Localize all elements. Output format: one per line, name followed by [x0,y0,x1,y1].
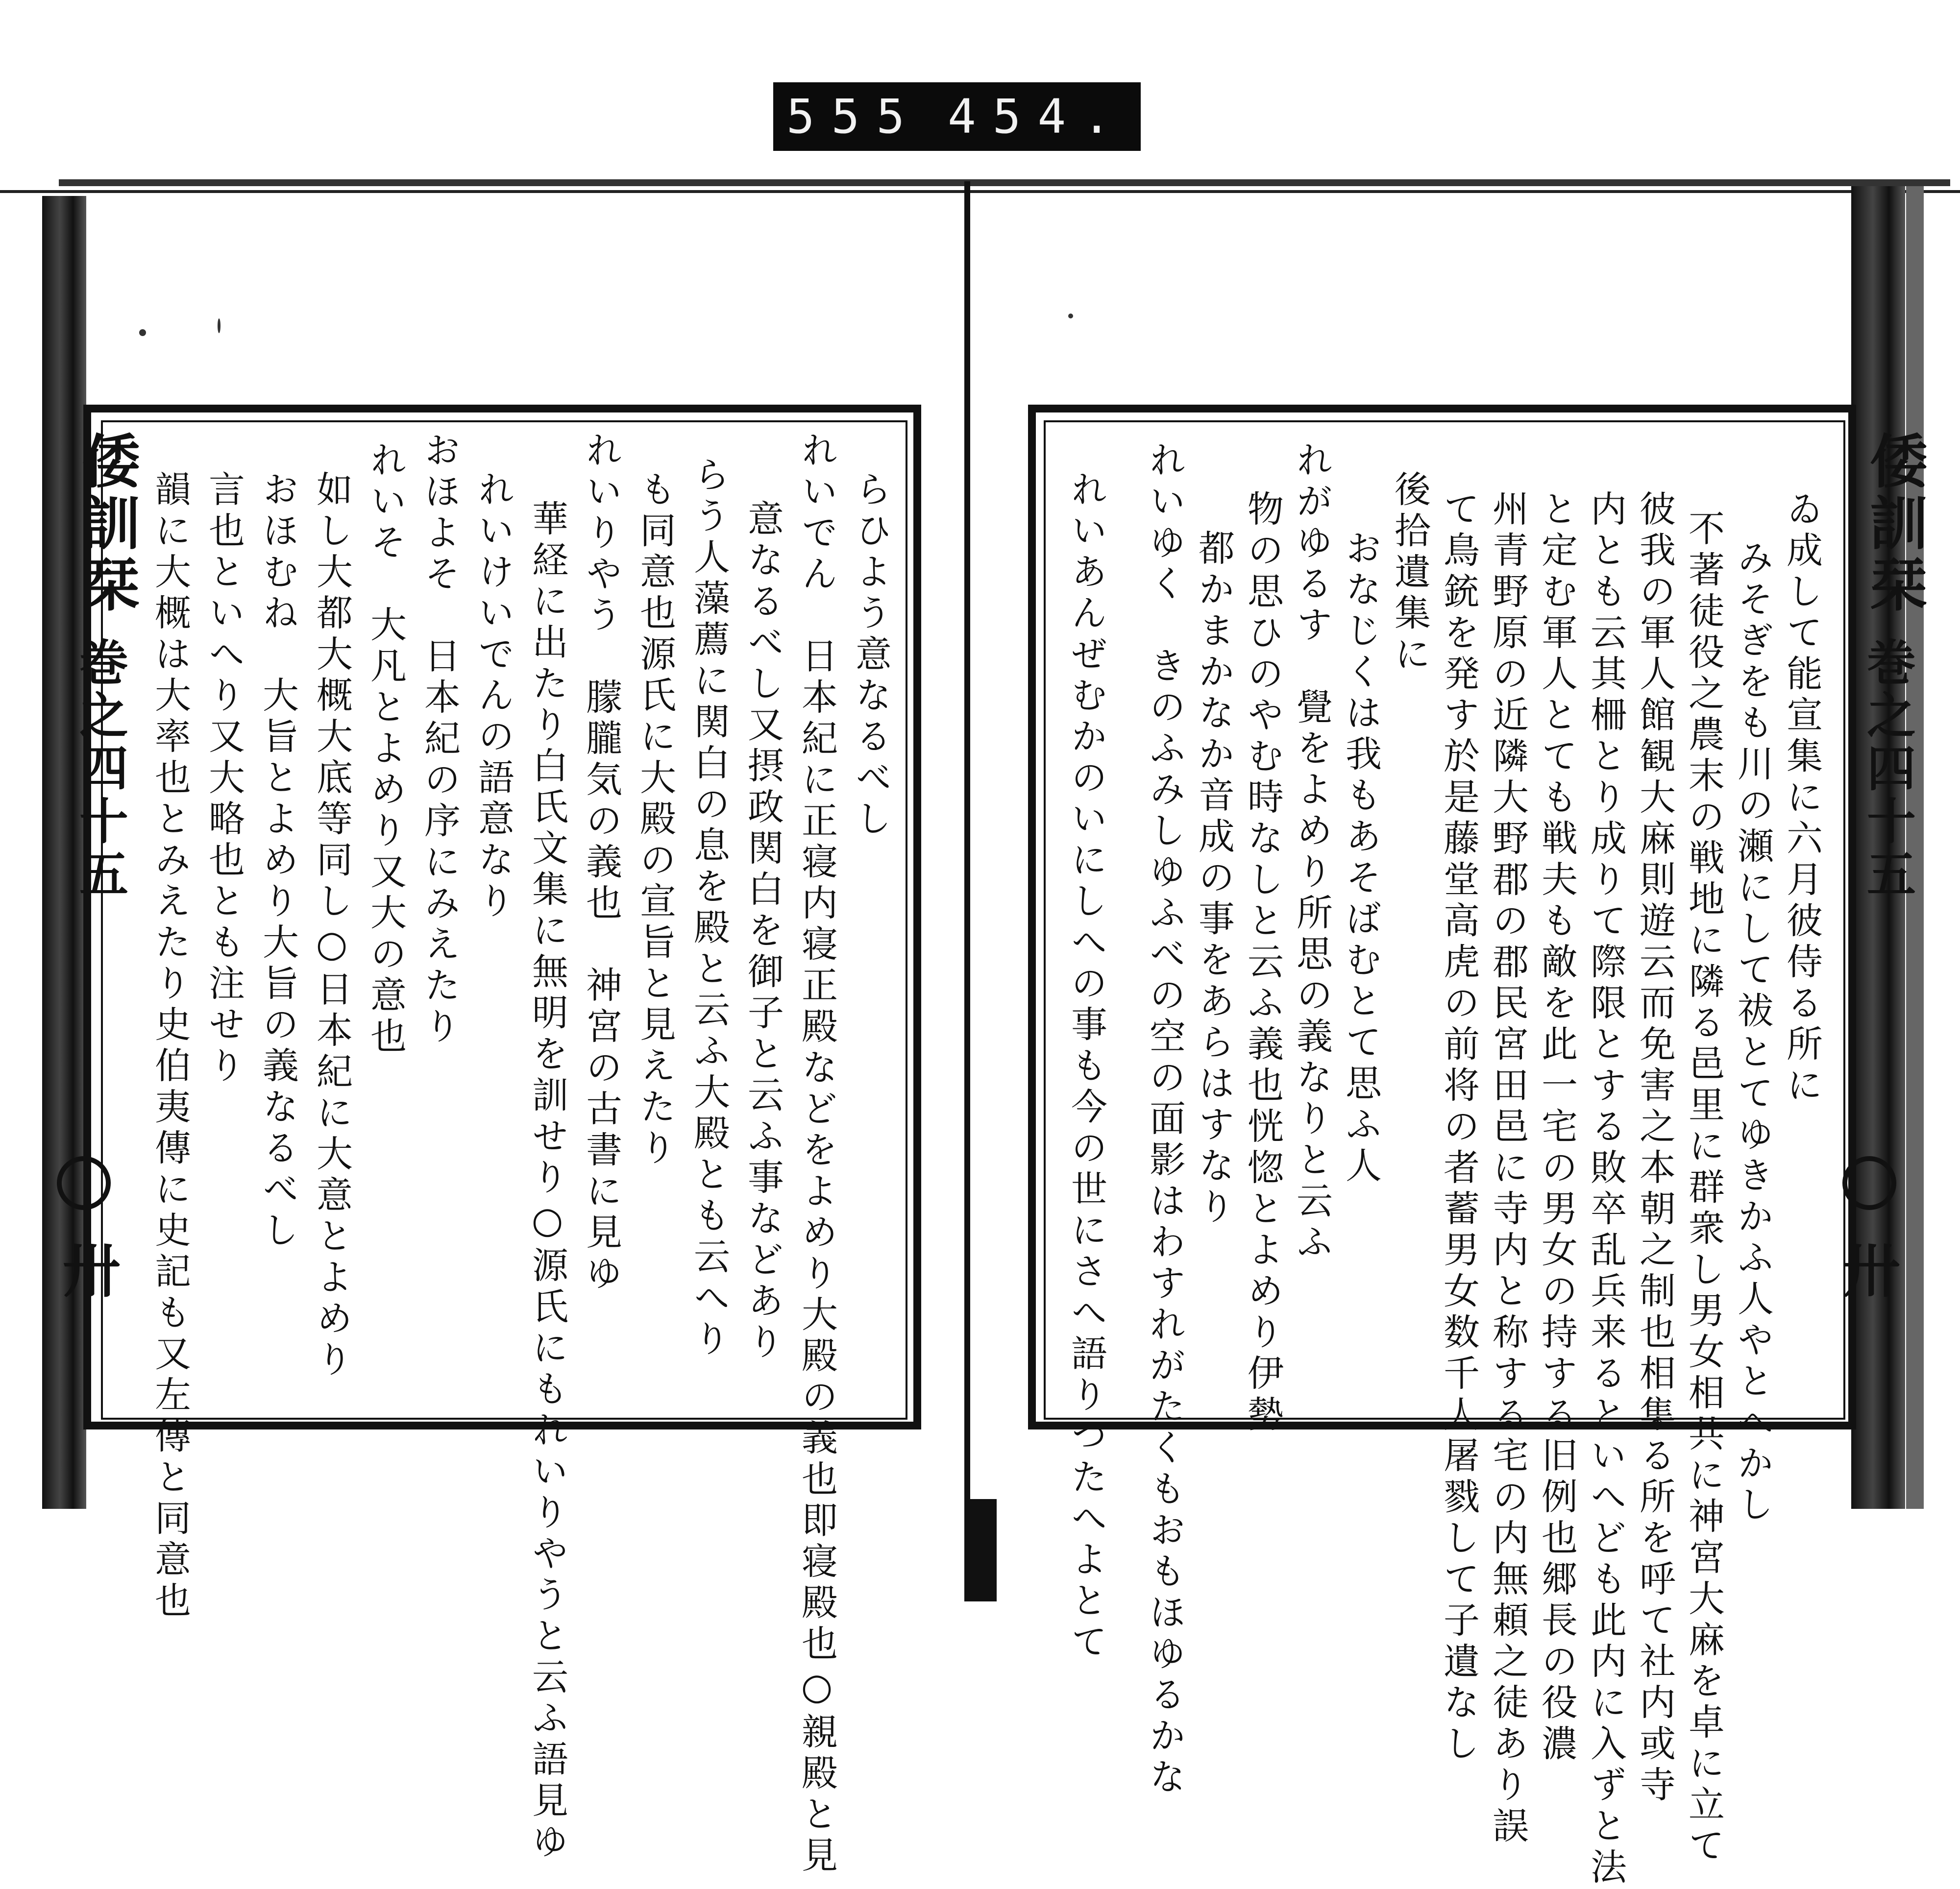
ink-speck [1068,314,1073,318]
right-margin-circle [1842,1156,1896,1210]
left-column-9: おほよそ 日本紀の序にみえたり [418,431,461,1048]
left-column-6: れいりやう 朦朧気の義也 神宮の古書に見ゆ [580,431,622,1295]
ink-speck [139,329,146,336]
film-number-left: 555 [786,89,922,144]
top-rule [0,190,1960,193]
left-column-12: おほむね 大旨とよめり大旨の義なるべし [257,470,299,1252]
left-column-4: らう人藻薦に関白の息を殿と云ふ大殿とも云へり [688,456,730,1361]
book-top-edge [59,179,1950,186]
right-column-6: と定む軍人とても戦夫も敵を此一宅の男女の持する旧例也郷長の役濃 [1536,490,1578,1766]
left-column-1: らひよう意なるべし [850,470,892,841]
right-column-9: 後拾遺集に [1389,470,1431,676]
left-column-2: れいでん 日本紀に正寝内寝正殿などをよめり大殿の義也即寝殿也○親殿と見 [796,431,838,1877]
right-column-4: 彼我の軍人館観大麻則遊云而免害之本朝之制也相集る所を呼て社内或寺 [1634,490,1676,1807]
right-column-2: みそぎをも川の瀬にして祓とてゆきかふ人やとへかし [1732,539,1774,1526]
left-column-3: 意なるべし又摂政関白を御子と云ふ事などあり [742,500,784,1364]
right-column-10: おなじくは我もあそばむとて思ふ人 [1340,529,1382,1187]
ink-speck [218,318,220,333]
right-column-5: 内とも云其柵とり成りて際限とする敗卒乱兵来るといへども此内に入ずと法 [1585,490,1627,1889]
left-hashira-title: 倭訓栞 [73,431,141,616]
film-frame-label [773,82,1141,151]
left-column-14: 韻に大概は大率也とみえたり史伯夷傳に史記も又左傳と同意也 [149,470,191,1623]
left-column-13: 言也といへり又大略也とも注せり [203,470,245,1088]
right-hashira-volume: 巻之四十五 [1859,637,1916,901]
right-hashira-title: 倭訓栞 [1860,431,1928,616]
right-column-7: 州青野原の近隣大野郡の郡民宮田邑に寺内と称する宅の内無頼之徒あり誤 [1487,490,1529,1848]
left-column-7: 華経に出たり白氏文集に無明を訓せり○源氏にもれいりやうと云ふ語見ゆ [526,500,568,1864]
spine-foot-shadow [965,1499,997,1601]
left-hashira-volume: 巻之四十五 [71,637,129,901]
left-margin-circle [57,1156,111,1210]
right-folio: 卅 [1842,1237,1901,1305]
right-column-15: れいあんぜむかのいにしへの事も今の世にさへ語りつたへよとて [1065,470,1107,1664]
right-column-14: れいゆく きのふみしゆふべの空の面影はわすれがたくもおもほゆるかな [1144,441,1186,1799]
right-column-13: 都かまかなか音成の事をあらはすなり [1193,529,1235,1229]
page-spine [964,181,970,1601]
left-folio: 卅 [63,1237,121,1305]
left-column-5: も同意也源氏に大殿の宣旨と見えたり [634,470,676,1170]
right-column-11: れがゆるす 覺をよめり所思の義なりと云ふ [1291,441,1333,1264]
left-column-11: 如し大都大概大底等同し○日本紀に大意とよめり [311,470,353,1381]
film-number-right: 454. [947,89,1128,144]
right-column-8: て鳥銃を発す於是藤堂高虎の前将の者蓄男女数千人屠戮して子遺なし [1438,490,1480,1766]
left-column-10: れいそ 大凡とよめり又大の意也 [365,441,407,1058]
right-column-1: ゐ成して能宣集に六月彼侍る所に [1781,490,1823,1107]
left-column-8: れいけいでんの語意なり [472,470,514,923]
right-column-12: 物の思ひのやむ時なしと云ふ義也恍惚とよめり伊勢 [1242,490,1284,1436]
right-column-3: 不著徒役之農末の戦地に隣る邑里に群衆し男女相共に神宮大麻を卓に立て [1683,509,1725,1867]
